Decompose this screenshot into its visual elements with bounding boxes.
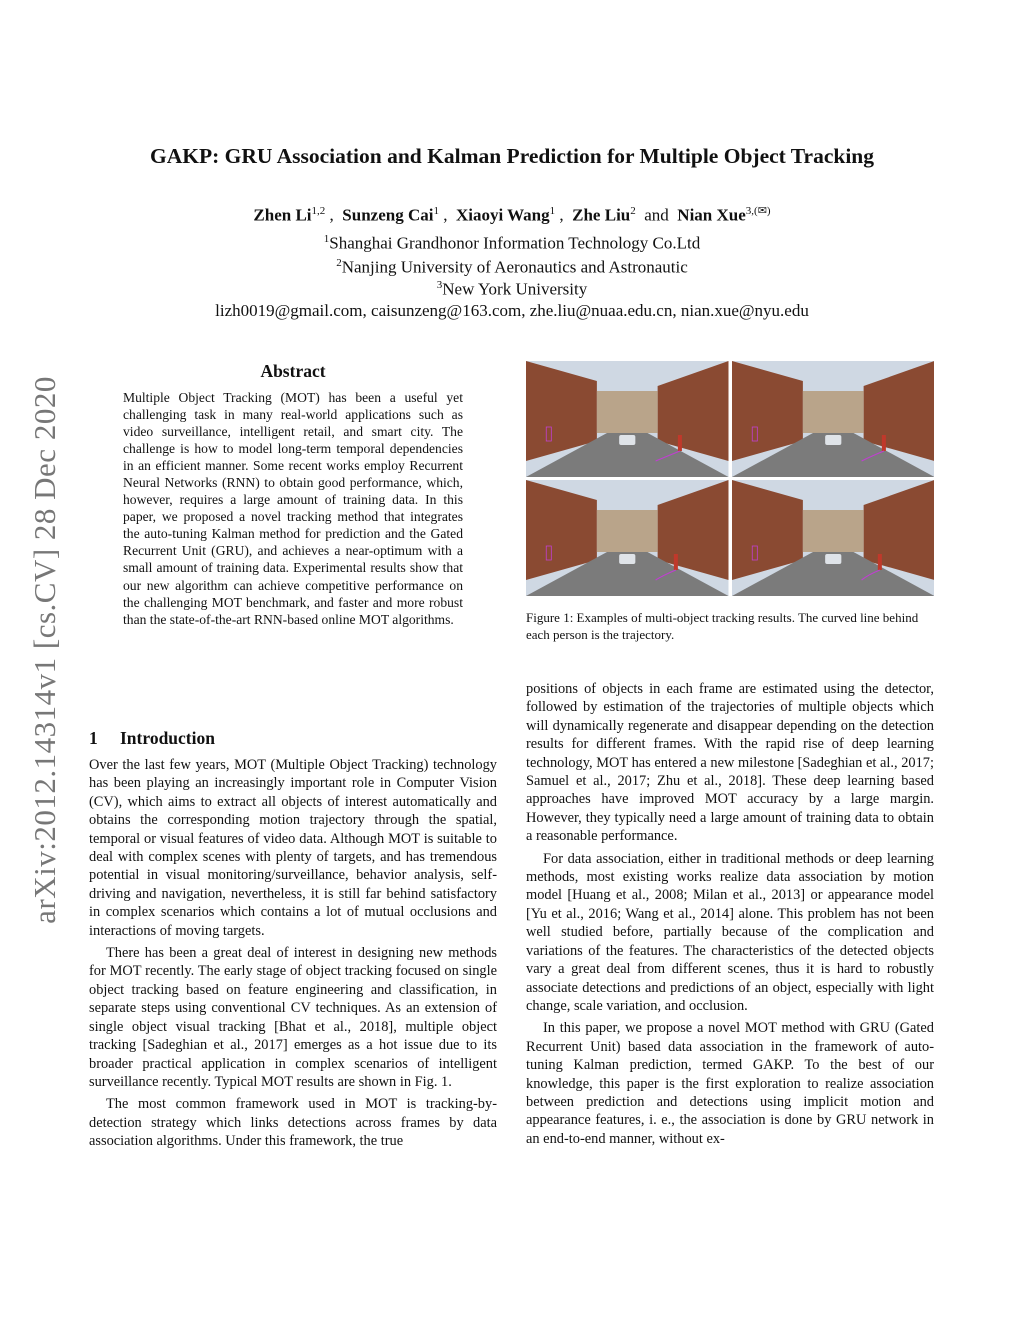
car bbox=[825, 554, 841, 564]
author-affil-mark: 1 bbox=[433, 205, 439, 217]
intro-paragraph: positions of objects in each frame are estimated using the detector, followed by estimation of the trajectories of multiple objects which will dynamically regenerate and disappear depending on the detection results for different frames. With the rapid rise of deep learning technology, MOT has entered a new milestone [Sadeghian et al., 2017; Samuel et al., 2017; Zhu et al., 2018]. These deep learning based approaches have improved MOT accuracy by a large margin. However, they typically need a large amount of training data to obtain a reasonable performance. bbox=[526, 681, 934, 845]
author-name: Zhen Li bbox=[253, 205, 312, 225]
section-number: 1 bbox=[89, 728, 98, 748]
affiliation-mark: 3 bbox=[436, 279, 443, 291]
author-separator: , bbox=[329, 205, 334, 225]
street-scene bbox=[732, 480, 935, 596]
distant-building bbox=[597, 391, 658, 433]
author-name: Xiaoyi Wang bbox=[455, 205, 550, 225]
affiliation-name: Nanjing University of Aeronautics and Astronautic bbox=[341, 257, 688, 277]
distant-building bbox=[802, 510, 863, 552]
author-affil-mark: 1 bbox=[549, 205, 556, 217]
intro-paragraph: For data association, either in traditional methods or deep learning methods, most existing works realize data association by motion model [Huang et al., 2008; Milan et al., 2013] or appearance model [Yu et al., 2016; Wang et al., 2014] alone. This problem has not been well studied before, partially because of the complication and variations of the features. The characteristics of the detected objects vary a great deal from different scenes, thus it is hard to robustly associate detections and predictions of an object, especially with light change, scale variation, and occlusion. bbox=[526, 850, 934, 1014]
distant-building bbox=[802, 391, 863, 433]
figure-1 bbox=[526, 361, 934, 596]
author-separator: , bbox=[559, 205, 564, 225]
pedestrian bbox=[674, 554, 678, 570]
author-list bbox=[0, 199, 1024, 228]
tracking-frame-3 bbox=[526, 480, 729, 596]
intro-paragraph: There has been a great deal of interest in designing new methods for MOT recently. The early stage of object tracking focused on single object tracking based on feature engineering and classification, in separate steps using conventional CV techniques. As an extension of single object visual tracking [Bhat et al., 2018], multiple object tracking [Sadeghian et al., 2017] emerges as a hot issue due to its broader practical application in complex scenarios of intelligent surveillance recently. Typical MOT results are shown in Fig. 1. bbox=[89, 945, 497, 1090]
author-name: Zhe Liu bbox=[572, 205, 631, 225]
author-and: and bbox=[644, 205, 669, 225]
affiliation bbox=[0, 228, 1024, 255]
street-scene bbox=[526, 480, 729, 596]
abstract-text: Multiple Object Tracking (MOT) has been a useful yet challenging task in many real-world applications such as video surveillance, intelligent retail, and smart city. The challenge is how to model long-term temporal dependencies in an efficient manner. Some recent works employ Recurrent Neural Networks (RNN) to obtain good performance, which, however, requires a large amount of training data. In this paper, we proposed a novel tracking method that integrates the auto-tuning Kalman method for prediction and the Gated Recurrent Unit (GRU), and achieves a near-optimum with a small amount of training data. Experimental results show that our new algorithm can achieve competitive performance on the challenging MOT benchmark, and faster and more robust than the state-of-the-art RNN-based online MOT algorithms. bbox=[123, 390, 463, 627]
car bbox=[825, 435, 841, 445]
pedestrian bbox=[678, 435, 682, 451]
author-affil-mark: 3,(✉) bbox=[745, 205, 771, 217]
affiliation bbox=[0, 274, 1024, 301]
tracking-frame-4 bbox=[732, 480, 935, 596]
street-scene bbox=[526, 361, 729, 477]
affiliation-mark: 1 bbox=[323, 233, 330, 245]
author-name: Nian Xue bbox=[677, 205, 746, 225]
car bbox=[619, 554, 635, 564]
figure-caption: Figure 1: Examples of multi-object tracking results. The curved line behind each person is the trajectory. bbox=[526, 610, 919, 642]
arxiv-identifier bbox=[16, 350, 74, 950]
author-emails: lizh0019@gmail.com, caisunzeng@163.com, zhe.liu@nuaa.edu.cn, nian.xue@nyu.edu bbox=[215, 301, 809, 320]
affiliation-mark: 2 bbox=[336, 257, 342, 269]
intro-paragraph: The most common framework used in MOT is tracking-by-detection strategy which links detections across frames by data association algorithms. Under this framework, the true bbox=[89, 1096, 497, 1150]
distant-building bbox=[597, 510, 658, 552]
pedestrian bbox=[881, 435, 885, 451]
section-heading bbox=[89, 728, 215, 749]
tracking-frame-2 bbox=[732, 361, 935, 477]
paper-title: GAKP: GRU Association and Kalman Prediction for Multiple Object Tracking bbox=[149, 144, 875, 168]
author-affil-mark: 1,2 bbox=[311, 205, 326, 217]
affiliation-name: New York University bbox=[442, 279, 588, 299]
affiliation-name: Shanghai Grandhonor Information Technology Co.Ltd bbox=[329, 233, 701, 253]
abstract-heading: Abstract bbox=[260, 361, 326, 381]
tracking-frame-1 bbox=[526, 361, 729, 477]
street-scene bbox=[732, 361, 935, 477]
intro-left-column bbox=[89, 756, 497, 1151]
author-affil-mark: 2 bbox=[630, 205, 636, 217]
author-name: Sunzeng Cai bbox=[342, 205, 434, 225]
pedestrian bbox=[877, 554, 881, 570]
author-separator: , bbox=[443, 205, 448, 225]
intro-paragraph: Over the last few years, MOT (Multiple Object Tracking) technology has been playing an increasingly important role in Computer Vision (CV), which aims to extract all objects of interest automatically and obtains the corresponding motion trajectory through the spatial, temporal or visual features of video data. Although MOT is suitable to deal with complex scenes with plenty of targets, and has tremendous potential in visual monitoring/surveillance, behavior analysis, self-driving and navigation, nevertheless, it is still far behind satisfactory in complex scenarios which contains a lot of mutual occlusions and interactions of moving targets. bbox=[89, 757, 497, 939]
intro-right-column bbox=[526, 680, 934, 1148]
car bbox=[619, 435, 635, 445]
section-title: Introduction bbox=[120, 728, 215, 748]
arxiv-id-text: arXiv:2012.14314v1 [cs.CV] 28 Dec 2020 bbox=[27, 376, 63, 924]
intro-paragraph: In this paper, we propose a novel MOT method with GRU (Gated Recurrent Unit) based data association in the framework of auto-tuning Kalman prediction, termed GAKP. To the best of our knowledge, this paper is the first exploration to realize association between prediction and detections using implicit motion and appearance features, i. e., the association is done by GRU network in an end-to-end manner, without ex- bbox=[526, 1020, 934, 1147]
